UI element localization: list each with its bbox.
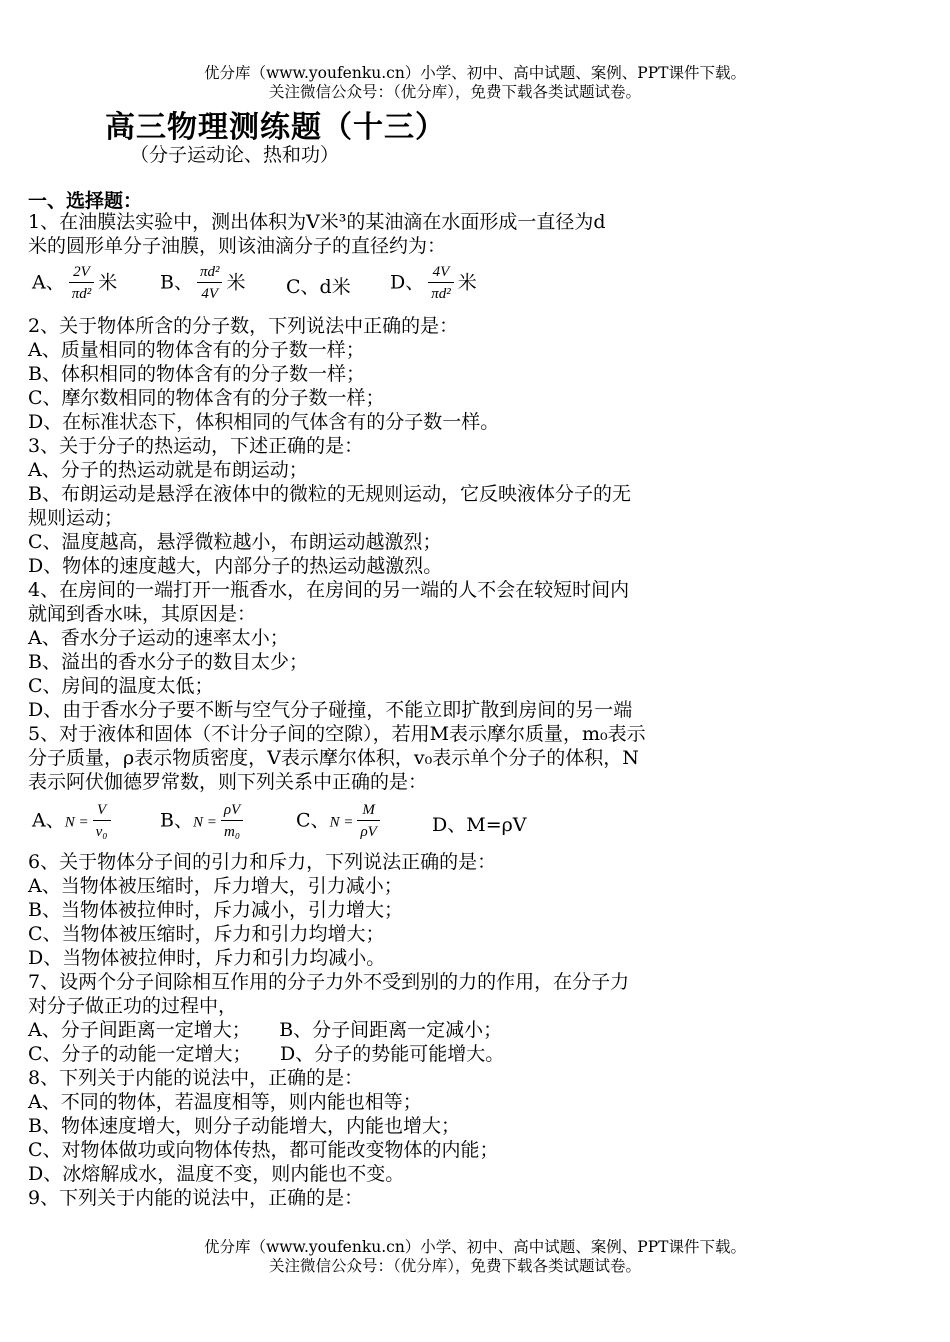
q4-stem-cont: 就闻到香水味，其原因是： [28,603,257,625]
q3-option-d: D、物体的速度越大，内部分子的热运动越激烈。 [28,555,443,577]
q5-option-a: A、N = $\frac{V}{\text{v₀}}$ [32,800,115,843]
header-line-1: 优分库（www.youfenku.cn）小学、初中、高中试题、案例、PPT课件下载。 [203,64,747,82]
q3-option-b-cont: 规则运动； [28,507,124,529]
q3-option-c: C、温度越高，悬浮微粒越小，布朗运动越激烈； [28,531,442,553]
q2-stem: 2、关于物体所含的分子数，下列说法中正确的是： [28,315,459,337]
q1-option-c: C、d米 [286,276,351,298]
footer-line-2: 关注微信公众号：（优分库），免费下载各类试题试卷。 [268,1257,641,1275]
page-header [0,64,950,102]
q9-stem: 9、下列关于内能的说法中，正确的是： [28,1187,364,1209]
q2-option-b: B、体积相同的物体含有的分子数一样； [28,363,365,385]
q4-option-c: C、房间的温度太低； [28,675,214,697]
q8-option-a: A、不同的物体，若温度相等，则内能也相等； [28,1091,422,1113]
q1-option-a: A、 $\frac{2V}{\text{πd²}}$ 米 [32,264,118,302]
q7-options-ab: A、分子间距离一定增大； B、分子间距离一定减小； [28,1019,503,1041]
q7-stem-cont: 对分子做正功的过程中， [28,995,238,1017]
q6-option-b: B、当物体被拉伸时，斥力减小，引力增大； [28,899,403,921]
q5-option-c: C、N = $\frac{M}{\rho V}$ [296,800,384,843]
q1-option-b: B、 $\frac{\text{πd²}}{4V}$ 米 [160,264,246,302]
q3-stem: 3、关于分子的热运动，下述正确的是： [28,435,364,457]
q4-option-d: D、由于香水分子要不断与空气分子碰撞，不能立即扩散到房间的另一端 [28,699,633,721]
q1-option-d: D、 $\frac{4V}{\text{πd²}}$ 米 [390,264,477,302]
q2-option-d: D、在标准状态下，体积相同的气体含有的分子数一样。 [28,411,500,433]
q8-stem: 8、下列关于内能的说法中，正确的是： [28,1067,364,1089]
footer-line-1: 优分库（www.youfenku.cn）小学、初中、高中试题、案例、PPT课件下载。 [203,1238,747,1256]
q5-line-1: 5、对于液体和固体（不计分子间的空隙），若用M表示摩尔质量，m₀表示 [28,723,646,745]
q1-line-2: 米的圆形单分子油膜，则该油滴分子的直径约为： [28,235,447,257]
page-footer [0,1238,950,1276]
q5-line-2: 分子质量，ρ表示物质密度，V表示摩尔体积，v₀表示单个分子的体积，N [28,747,639,769]
q3-option-b: B、布朗运动是悬浮在液体中的微粒的无规则运动，它反映液体分子的无 [28,483,631,505]
q8-option-b: B、物体速度增大，则分子动能增大，内能也增大； [28,1115,460,1137]
q7-options-cd: C、分子的动能一定增大； D、分子的势能可能增大。 [28,1043,505,1065]
q5-option-b: B、N = $\frac{\rho V}{\text{m₀}}$ [160,800,247,843]
q2-option-a: A、质量相同的物体含有的分子数一样； [28,339,365,361]
q2-option-c: C、摩尔数相同的物体含有的分子数一样； [28,387,385,409]
q8-option-d: D、冰熔解成水，温度不变，则内能也不变。 [28,1163,405,1185]
page-title: 高三物理测练题（十三） [105,110,446,145]
page-subtitle: （分子运动论、热和功） [130,144,340,166]
q8-option-c: C、对物体做功或向物体传热，都可能改变物体的内能； [28,1139,499,1161]
q6-option-c: C、当物体被压缩时，斥力和引力均增大； [28,923,385,945]
q3-option-a: A、分子的热运动就是布朗运动； [28,459,308,481]
q6-option-d: D、当物体被拉伸时，斥力和引力均减小。 [28,947,386,969]
q1-line-1: 1、在油膜法实验中，测出体积为V米³的某油滴在水面形成一直径为d [28,211,606,233]
header-line-2: 关注微信公众号：（优分库），免费下载各类试题试卷。 [268,83,641,101]
section-heading: 一、选择题： [28,190,143,212]
q6-option-a: A、当物体被压缩时，斥力增大，引力减小； [28,875,403,897]
q7-stem: 7、设两个分子间除相互作用的分子力外不受到别的力的作用，在分子力 [28,971,630,993]
q5-line-3: 表示阿伏伽德罗常数，则下列关系中正确的是： [28,771,428,793]
q5-option-d: D、M=ρV [432,814,527,836]
q4-stem: 4、在房间的一端打开一瓶香水，在房间的另一端的人不会在较短时间内 [28,579,630,601]
q4-option-a: A、香水分子运动的速率太小； [28,627,289,649]
q6-stem: 6、关于物体分子间的引力和斥力，下列说法正确的是： [28,851,497,873]
q4-option-b: B、溢出的香水分子的数目太少； [28,651,308,673]
